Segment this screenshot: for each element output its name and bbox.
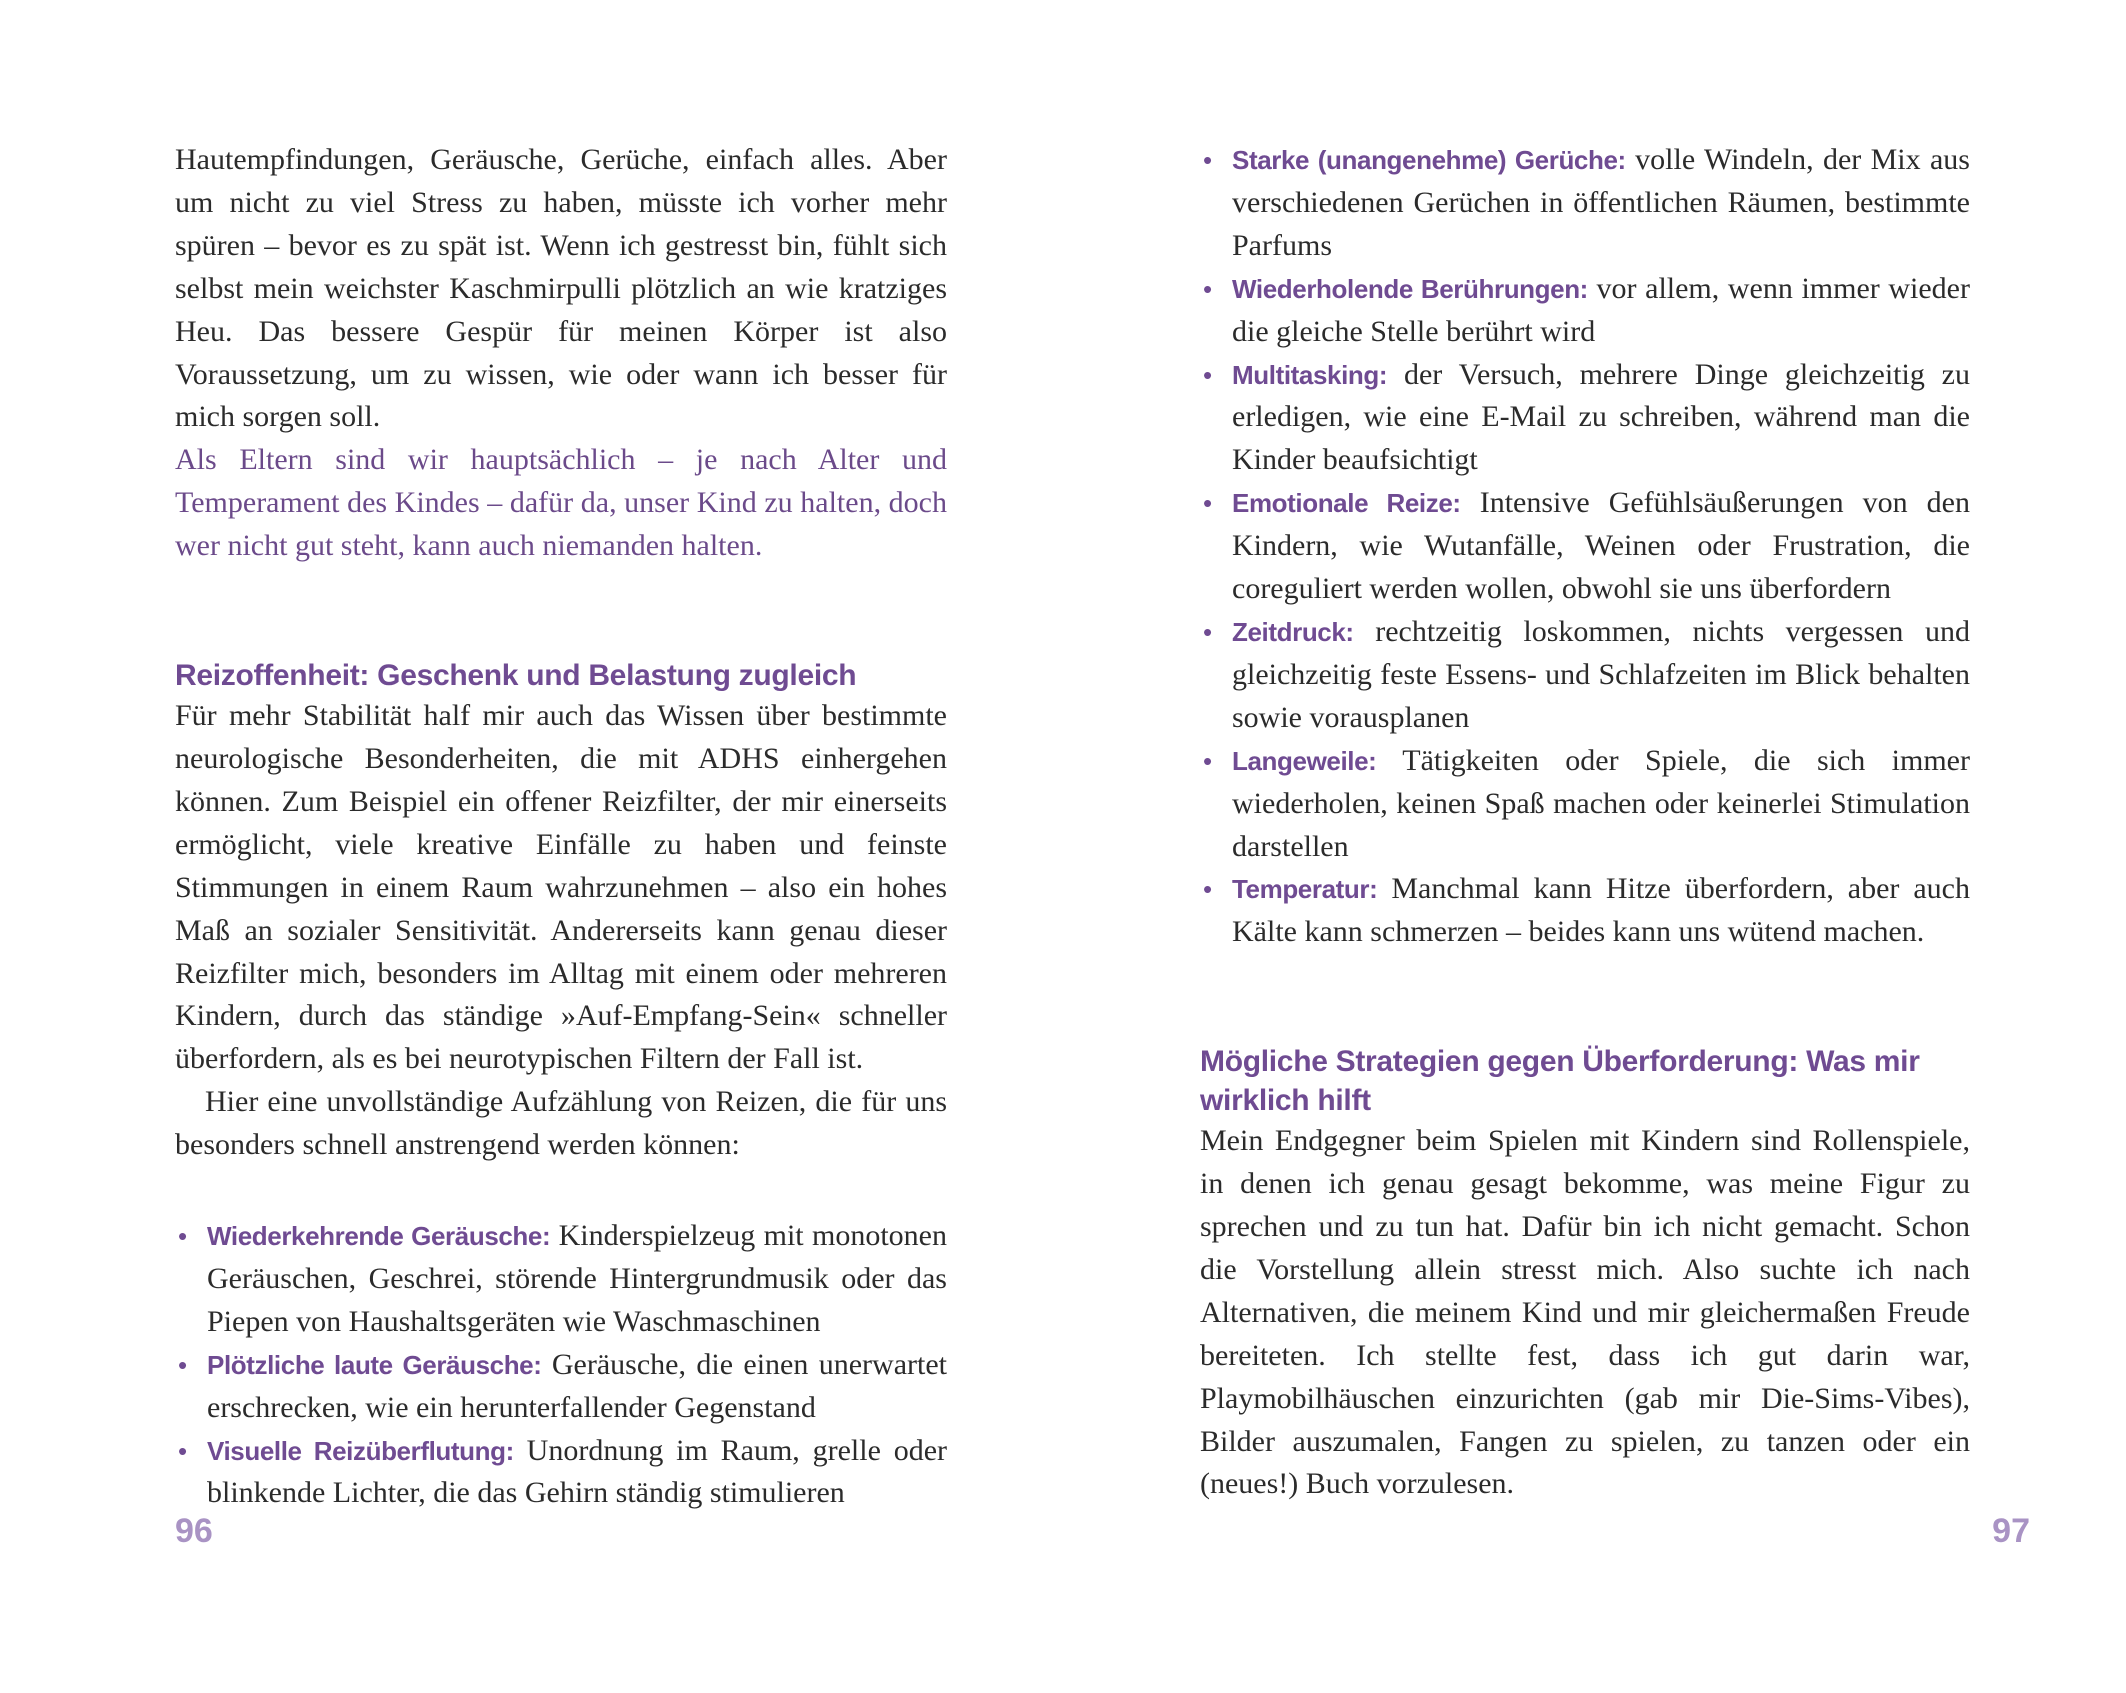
right-page (1063, 0, 2126, 1693)
page-number-left: 96 (175, 1512, 213, 1550)
list-item-text: Geräusche, die einen unerwartet erschrecken, wie ein herunterfallender Gegenstand (207, 1347, 947, 1424)
list-intro: Hier eine unvollständige Aufzählung von Reizen, die für uns besonders schnell anstrengend werden können: (175, 1085, 947, 1162)
list-item-term: Zeitdruck: (1232, 616, 1354, 647)
list-item-text: Manchmal kann Hitze überfordern, aber auch Kälte kann schmerzen – beides kann uns wütend machen. (1232, 872, 1970, 949)
list-item-term: Temperatur: (1232, 874, 1378, 905)
section-heading-strategien: Mögliche Strategien gegen Überforderung: Was mir wirklich hilft (1200, 1045, 1920, 1118)
section-paragraph: Mein Endgegner beim Spielen mit Kindern sind Rollenspiele, in denen ich genau gesagt bekomme, was meine Figur zu sprechen und zu tun hat. Dafür bin ich nicht gemacht. Schon die Vorstellung allein stresst mich. Also suchte ich nach Alternativen, die meinem Kind und mir gleichermaßen Freude bereiteten. Ich stellte fest, dass ich gut darin war, Playmobilhäuschen einzurichten (gab mir Die-Sims-Vibes), Bilder auszumalen, Fangen zu spielen, zu tanzen oder ein (neues!) Buch vorzulesen. (1200, 1124, 1970, 1501)
left-column (175, 139, 947, 1515)
list-item (1200, 139, 1970, 268)
list-item-text: rechtzeitig loskommen, nichts vergessen und gleichzeitig feste Essens- und Schlafzeiten im Blick behalten sowie vorausplanen (1232, 614, 1970, 734)
list-item (175, 1215, 947, 1344)
list-item-term: Wiederkehrende Geräusche: (207, 1221, 551, 1252)
list-item-text: volle Windeln, der Mix aus verschiedenen Gerüchen in öffentlichen Räumen, bestimmte Parfums (1232, 143, 1970, 262)
list-item-text: Kinderspielzeug mit monotonen Geräuschen, Geschrei, störende Hintergrundmusik oder das Piepen von Haushaltsgeräten wie Waschmaschinen (207, 1219, 947, 1338)
list-item (1200, 268, 1970, 354)
right-column (1200, 139, 1970, 1506)
list-item-text: Tätigkeiten oder Spiele, die sich immer wiederholen, keinen Spaß machen oder keinerlei Stimulation darstellen (1232, 743, 1970, 863)
list-item-text: vor allem, wenn immer wieder die gleiche Stelle berührt wird (1232, 271, 1970, 348)
intro-paragraph: Hautempfindungen, Geräusche, Gerüche, einfach alles. Aber um nicht zu viel Stress zu haben, müsste ich vorher mehr spüren – bevor es zu spät ist. Wenn ich gestresst bin, fühlt sich selbst mein weichster Kaschmirpulli plötzlich an wie kratziges Heu. Das bessere Gespür für meinen Körper ist also Voraussetzung, um zu wissen, wie oder wann ich besser für mich sorgen soll. (175, 143, 947, 434)
section-paragraph: Für mehr Stabilität half mir auch das Wissen über bestimmte neurologische Besonderheiten, die mit ADHS einhergehen können. Zum Beispiel ein offener Reizfilter, der mir einerseits ermöglicht, viele kreative Einfälle zu haben und feinste Stimmungen in einem Raum wahrzunehmen – also ein hohes Maß an sozialer Sensitivität. Andererseits kann genau dieser Reizfilter mich, besonders im Alltag mit einem oder mehreren Kindern, durch das ständige »Auf-Empfang-Sein« schneller überfordern, als es bei neurotypischen Filtern der Fall ist. (175, 699, 947, 1076)
list-item (1200, 868, 1970, 954)
list-item (1200, 611, 1970, 740)
list-item (1200, 482, 1970, 611)
page-number-right: 97 (1992, 1512, 2030, 1550)
list-item-text: Unordnung im Raum, grelle oder blinkende Lichter, die das Gehirn ständig stimulieren (207, 1433, 947, 1510)
list-item-term: Emotionale Reize: (1232, 488, 1461, 519)
list-item-text: Intensive Gefühlsäußerungen von den Kindern, wie Wutanfälle, Weinen oder Frustration, die coreguliert werden wollen, obwohl sie uns überfordern (1232, 486, 1970, 606)
list-item-term: Multitasking: (1232, 359, 1388, 390)
list-item (175, 1430, 947, 1516)
list-item-term: Langeweile: (1232, 745, 1377, 776)
list-item (175, 1344, 947, 1430)
stimuli-list-right (1200, 139, 1970, 954)
list-item-term: Plötzliche laute Geräusche: (207, 1349, 542, 1380)
highlight-quote: Als Eltern sind wir hauptsächlich – je nach Alter und Temperament des Kindes – dafür da, unser Kind zu halten, doch wer nicht gut steht, kann auch niemanden halten. (175, 443, 947, 563)
list-item (1200, 354, 1970, 483)
list-item-text: der Versuch, mehrere Dinge gleichzeitig zu erledigen, wie eine E-Mail zu schreiben, während man die Kinder beaufsichtigt (1232, 357, 1970, 477)
list-item-term: Visuelle Reizüberflutung: (207, 1435, 514, 1466)
section-heading-reizoffenheit: Reizoffenheit: Geschenk und Belastung zugleich (175, 659, 857, 693)
stimuli-list-left (175, 1215, 947, 1515)
list-item-term: Starke (unangenehme) Gerüche: (1232, 145, 1626, 175)
list-item (1200, 740, 1970, 869)
list-item-term: Wiederholende Berührungen: (1232, 273, 1588, 304)
